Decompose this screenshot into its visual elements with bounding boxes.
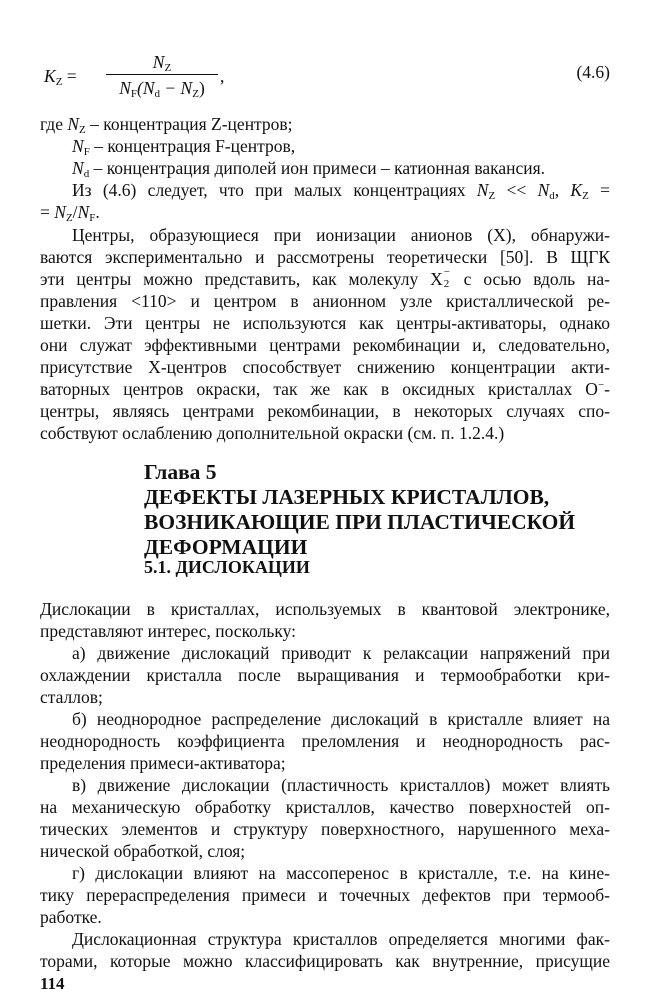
formula-numerator: $N_Z$ <box>152 52 172 74</box>
chapter-title-line-1: ДЕФЕКТЫ ЛАЗЕРНЫХ КРИСТАЛЛОВ, <box>144 485 550 509</box>
item-c-line-4: нической обработкой, слоя; <box>40 841 246 861</box>
formula-lhs: $K_Z$ = <box>44 66 77 88</box>
item-b-line-2: неоднородность коэффициента преломления и неоднородность рас- <box>40 731 610 751</box>
definition-line-d: $N_d$ – концентрация диполей ион примеси – катионная вакансия. <box>72 158 546 180</box>
xcenters-line-5: шетки. Эти центры не используются как центры-активаторы, однако <box>40 313 610 333</box>
xcenters-line-2: ваются экспериментально и рассмотрены теоретически [50]. В ЩГК <box>40 247 610 267</box>
conclusion-line-2: = $N_Z/N_F$. <box>40 202 100 224</box>
xcenters-line-7: присутствие X-центров способствует снижению концентрации акти- <box>40 357 610 377</box>
item-c-line-2: на механическую обработку кристаллов, качество поверхностей оп- <box>40 797 610 817</box>
formula-comma: , <box>220 66 225 86</box>
item-a-line-1: а) движение дислокаций приводит к релаксации напряжений при <box>72 643 610 663</box>
item-d-line-3: работке. <box>40 907 102 927</box>
xcenters-line-8: ваторных центров окраски, так же как в оксидных кристаллах O−- <box>40 379 610 399</box>
xcenters-line-3: эти центры можно представить, как молекулу X − 2 с осью вдоль на- <box>40 266 611 290</box>
section-title: 5.1. ДИСЛОКАЦИИ <box>144 557 310 577</box>
item-b-line-3: пределения примеси-активатора; <box>40 753 286 773</box>
conclusion-line-1: Из (4.6) следует, что при малых концентрациях $N_Z << N_d$, $K_Z$ = <box>72 180 611 202</box>
body-final-line-1: Дислокационная структура кристаллов определяется многими фак- <box>72 929 610 949</box>
definition-line-f: $N_F$ – концентрация F-центров, <box>72 136 296 158</box>
formula-denominator: $N_F(N_d - N_Z)$ <box>119 78 205 100</box>
item-a-line-3: сталлов; <box>40 687 103 707</box>
body-final-line-2: торами, которые можно классифицировать как внутренние, присущие <box>40 951 610 971</box>
chapter-title-line-3: ДЕФОРМАЦИИ <box>144 535 308 559</box>
xcenters-line-6: они служат эффективными центрами рекомбинации и, следовательно, <box>40 335 610 355</box>
item-d-line-2: тику перераспределения примеси и точечных дефектов при термооб- <box>40 885 610 905</box>
xcenters-line-9: центры, являясь центрами рекомбинации, в некоторых случаях спо- <box>40 401 610 421</box>
chapter-title-line-2: ВОЗНИКАЮЩИЕ ПРИ ПЛАСТИЧЕСКОЙ <box>144 510 576 534</box>
xcenters-line-4: правления <110> и центром в анионном узле кристаллической ре- <box>40 291 610 311</box>
item-c-line-3: тических элементов и структуру поверхностного, нарушенного меха- <box>40 819 610 839</box>
item-a-line-2: охлаждении кристалла после выращивания и термообработки кри- <box>40 665 610 685</box>
page-number: 114 <box>40 974 65 993</box>
xcenters-line-10: собствуют ослаблению дополнительной окраски (см. п. 1.2.4.) <box>40 423 505 443</box>
body-intro-2: представляют интерес, поскольку: <box>40 621 297 641</box>
definition-line-z: где $N_Z$ – концентрация Z-центров; <box>40 114 293 136</box>
xcenters-line-1: Центры, образующиеся при ионизации анионов (X), обнаружи- <box>72 225 610 245</box>
item-c-line-1: в) движение дислокации (пластичность кристаллов) может влиять <box>72 775 610 795</box>
item-b-line-1: б) неоднородное распределение дислокаций в кристалле влияет на <box>72 709 610 729</box>
item-d-line-1: г) дислокации влияют на массоперенос в кристалле, т.е. на кине- <box>72 863 610 883</box>
chapter-label: Глава 5 <box>144 460 217 484</box>
body-intro-1: Дислокации в кристаллах, используемых в квантовой электронике, <box>40 599 610 619</box>
equation-number: (4.6) <box>576 62 610 82</box>
formula-fraction <box>106 50 218 101</box>
